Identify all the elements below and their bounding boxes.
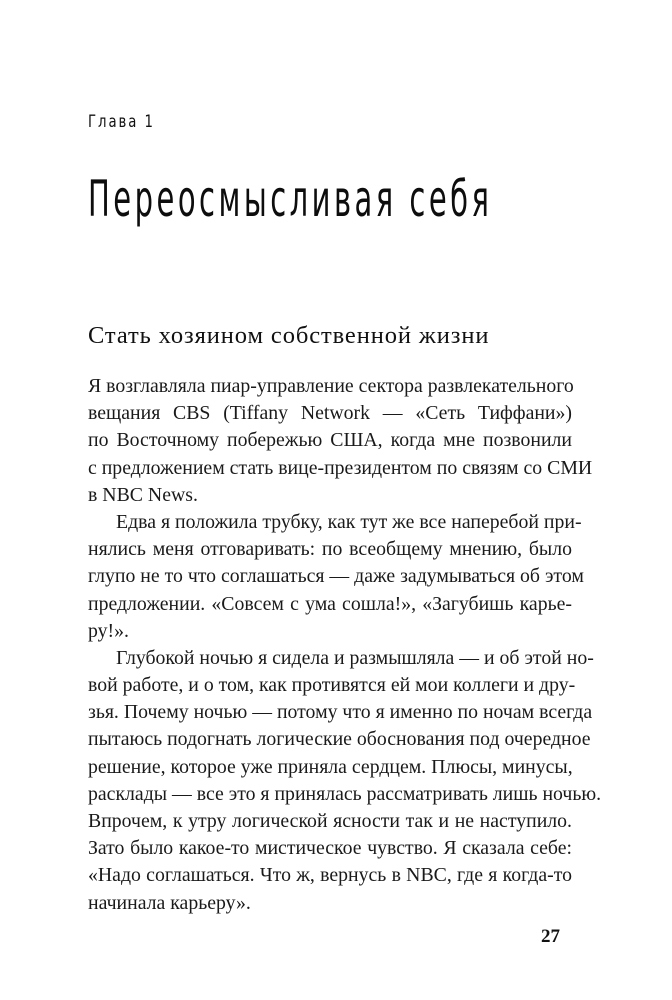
paragraph-1-line-5: в NBC News. (88, 483, 198, 506)
paragraph-3-line-3: зья. Почему ночью — потому что я именно по ночам всегда (88, 701, 593, 724)
paragraph-3-line-2: вой работе, и о том, как противятся ей мои коллеги и дру- (88, 674, 576, 697)
paragraph-2-line-1: Едва я положила трубку, как тут же все наперебой при- (116, 510, 582, 533)
paragraph-3-line-6: расклады — все это я принялась рассматривать лишь ночью. (88, 782, 602, 805)
paragraph-3-line-1: Глубокой ночью я сидела и размышляла — и об этой но- (116, 646, 594, 669)
paragraph-1-line-2: вещания CBS (Tiffany Network — «Сеть Тиффани») (88, 402, 572, 425)
chapter-title: Переосмысливая себя (88, 170, 493, 228)
paragraph-2-line-3: глупо не то что соглашаться — даже задумываться об этом (88, 565, 584, 588)
paragraph-3-line-5: решение, которое уже приняла сердцем. Плюсы, минусы, (88, 755, 573, 778)
paragraph-3-line-4: пытаюсь подогнать логические обоснования под очередное (88, 728, 591, 751)
paragraph-1-line-3: по Восточному побережью США, когда мне позвонили (88, 429, 572, 452)
page-number: 27 (541, 926, 560, 947)
paragraph-1-line-1: Я возглавляла пиар-управление сектора развлекательного (88, 375, 574, 397)
section-title: Стать хозяином собственной жизни (88, 322, 490, 349)
paragraph-2-line-2: нялись меня отговаривать: по всеобщему мнению, было (88, 538, 572, 561)
chapter-label: Глава 1 (88, 112, 155, 132)
paragraph-3-line-9: «Надо соглашаться. Что ж, вернусь в NBC, где я когда-то (88, 864, 572, 887)
body-text (88, 373, 602, 917)
paragraph-3-line-7: Впрочем, к утру логической ясности так и не наступило. (88, 810, 572, 832)
paragraph-3-line-8: Зато было какое-то мистическое чувство. Я сказала себе: (88, 837, 572, 860)
paragraph-3-line-10: начинала карьеру». (88, 891, 251, 914)
paragraph-2-line-4: предложении. «Совсем с ума сошла!», «Загубишь карье- (88, 592, 572, 615)
paragraph-1-line-4: с предложением стать вице-президентом по связям со СМИ (88, 456, 593, 479)
paragraph-2-line-5: ру!». (88, 619, 129, 642)
